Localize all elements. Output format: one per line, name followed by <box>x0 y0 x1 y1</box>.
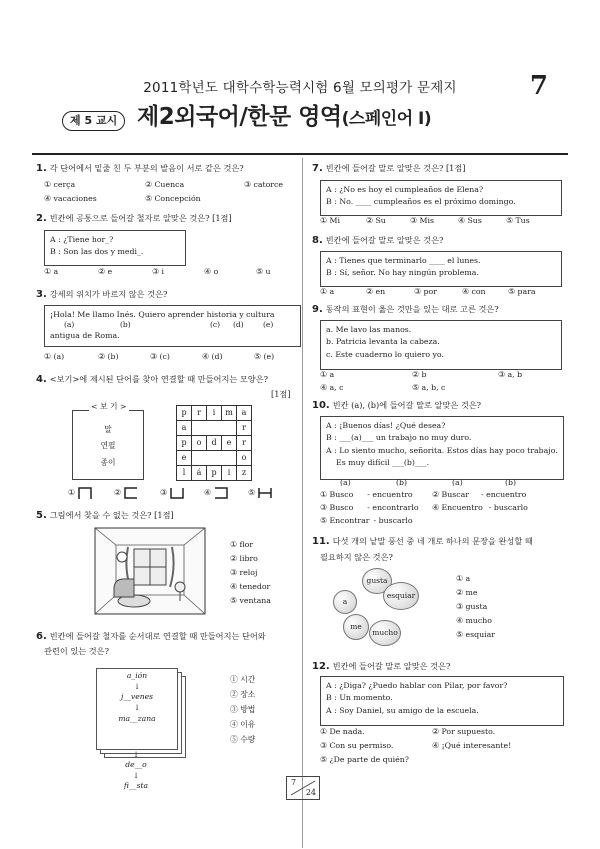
question-text: 다섯 개의 낱말 풍선 중 네 개로 하나의 문장을 완성할 때 <box>332 536 533 546</box>
grid-cell: m <box>222 406 237 421</box>
exam-title: 2011학년도 대학수학능력시험 6월 모의평가 문제지 <box>143 80 457 96</box>
question-text: 빈칸에 들어갈 말로 알맞은 것은? <box>332 661 451 671</box>
option-5[interactable]: ⑤ Tus <box>506 216 530 225</box>
question-number: 10. <box>312 400 330 411</box>
sentence-line-2: antigua de Roma. <box>50 331 120 341</box>
grid-cell: o <box>237 451 252 466</box>
option-1[interactable]: ① Busco - encuentro <box>320 490 413 499</box>
question-text: 빈칸에 들어갈 철자를 순서대로 연결할 때 만들어지는 단어와 <box>49 631 266 641</box>
question-number: 1. <box>36 163 47 174</box>
dialogue-line-1: A : ¡Buenos días! ¿Qué desea? <box>326 421 446 430</box>
option-1[interactable]: ① a <box>456 574 471 583</box>
option-4[interactable]: ④ ¡Qué interesante! <box>432 741 512 750</box>
card-word-2: j__venes <box>120 692 153 702</box>
shape-u-icon <box>169 486 185 500</box>
option-2[interactable]: ② Buscar - encuentro <box>432 490 527 499</box>
word-card: a_ión ↓ j__venes ↓ ma__zana <box>96 668 178 750</box>
option-4[interactable]: ④ vacaciones <box>44 194 97 203</box>
dialogue-line-b: B : Sí, señor. No hay ningún problema. <box>326 268 479 278</box>
dialogue-box <box>320 251 562 287</box>
mark-b: (b) <box>120 320 131 330</box>
option-2[interactable]: ② <box>114 486 139 500</box>
option-1[interactable]: ① flor <box>230 540 254 549</box>
dialogue-line-1: A : ¿Diga? ¿Puedo hablar con Pilar, por favor? <box>326 681 508 690</box>
bubble-me: me <box>343 614 369 640</box>
grid-cell: á <box>192 466 207 481</box>
option-2[interactable]: ② Cuenca <box>145 180 185 189</box>
option-4[interactable]: ④ Encuentro - buscarlo <box>432 503 528 512</box>
question-12 <box>312 661 450 674</box>
dialogue-line-b: B : Son las dos y medi_. <box>50 247 144 257</box>
question-number: 3. <box>36 289 47 300</box>
grid-cell: r <box>192 406 207 421</box>
option-1[interactable]: ① (a) <box>44 352 65 361</box>
mark-c: (c) <box>210 320 221 330</box>
question-text: 그림에서 찾을 수 없는 것은? [1점] <box>49 510 174 520</box>
question-number: 11. <box>312 536 330 547</box>
option-2[interactable]: ② e <box>98 267 113 276</box>
card-word-3: ma__zana <box>118 713 156 723</box>
grid-cell: d <box>207 436 222 451</box>
sentence-box <box>44 305 301 347</box>
bubble-esquiar: esquiar <box>383 582 419 610</box>
option-1[interactable]: ① 시간 <box>230 675 256 684</box>
dialogue-line-2: B : Un momento. <box>326 693 393 703</box>
option-2[interactable]: ② Su <box>366 216 386 225</box>
option-3[interactable]: ③ Con su permiso. <box>320 741 394 750</box>
page-number: 7 <box>529 71 548 101</box>
option-4[interactable]: ④ 이유 <box>230 720 256 729</box>
option-3[interactable]: ③ reloj <box>230 568 258 577</box>
grid-cell: r <box>237 421 252 436</box>
dialogue-line-a: A : Tienes que terminarlo ____ el lunes. <box>326 256 481 265</box>
question-10 <box>312 400 481 413</box>
question-4 <box>36 374 268 387</box>
grid-cell: p <box>177 436 192 451</box>
option-2[interactable]: ② b <box>412 370 427 379</box>
question-text: 빈칸 (a), (b)에 들어갈 말로 알맞은 것은? <box>332 400 482 410</box>
question-text: 빈칸에 들어갈 말로 알맞은 것은? [1점] <box>325 163 466 173</box>
question-3 <box>36 289 167 302</box>
header-a-2: (a) <box>452 478 463 487</box>
question-9 <box>312 304 499 317</box>
room-illustration <box>94 527 206 615</box>
question-6 <box>36 631 266 644</box>
option-1[interactable]: ① Mi <box>320 216 340 225</box>
mark-d: (d) <box>233 320 244 330</box>
option-2[interactable]: ② 장소 <box>230 690 256 699</box>
grid-cell: p <box>177 406 192 421</box>
bubble-mucho: mucho <box>369 620 401 646</box>
option-4[interactable]: ④ con <box>462 287 486 296</box>
question-text: 동작의 표현이 옳은 것만을 있는 대로 고른 것은? <box>325 304 499 314</box>
header-a: (a) <box>340 478 351 487</box>
option-1[interactable]: ① a <box>320 287 335 296</box>
option-2[interactable]: ② en <box>366 287 386 296</box>
dialogue-box <box>44 230 186 266</box>
sentence-b: b. Patricia levanta la cabeza. <box>326 337 440 347</box>
option-4[interactable]: ④ Sus <box>458 216 482 225</box>
option-3[interactable]: ③ catorce <box>244 180 284 189</box>
dialogue-box <box>320 416 564 480</box>
option-4[interactable]: ④ (d) <box>202 352 223 361</box>
option-5[interactable]: ⑤ <box>248 486 273 500</box>
option-4[interactable]: ④ tenedor <box>230 582 271 591</box>
grid-cell: p <box>207 466 222 481</box>
letter-grid <box>176 405 252 481</box>
option-5[interactable]: ⑤ a, b, c <box>412 383 446 392</box>
option-4[interactable]: ④ mucho <box>456 616 492 625</box>
question-2 <box>36 213 232 226</box>
bogi-box <box>72 402 144 480</box>
shape-c-icon <box>123 486 139 500</box>
page-current: 7 <box>291 778 297 787</box>
question-11 <box>312 536 533 549</box>
grid-cell: a <box>177 421 192 436</box>
option-2[interactable]: ② libro <box>230 554 258 563</box>
question-number: 6. <box>36 631 47 642</box>
card-word-5: fi__sta <box>123 781 149 791</box>
option-4[interactable]: ④ <box>204 486 229 500</box>
option-2[interactable]: ② Por supuesto. <box>432 727 496 736</box>
bubble-a: a <box>333 590 357 614</box>
option-5[interactable]: ⑤ esquiar <box>456 630 495 639</box>
option-3[interactable]: ③ gusta <box>456 602 488 611</box>
option-4[interactable]: ④ o <box>204 267 219 276</box>
card-lower-words: de__o ↓ fi__sta <box>96 760 176 792</box>
grid-cell: i <box>207 406 222 421</box>
dialogue-box <box>320 180 562 216</box>
option-4[interactable]: ④ a, c <box>320 383 344 392</box>
option-3[interactable]: ③ a, b <box>498 370 523 379</box>
question-7 <box>312 163 466 176</box>
question-number: 12. <box>312 661 330 672</box>
option-5[interactable]: ⑤ ¿De parte de quién? <box>320 755 409 764</box>
header-b: (b) <box>396 478 408 487</box>
bogi-label: < 보 기 > <box>91 402 127 411</box>
grid-cell: z <box>237 466 252 481</box>
option-2[interactable]: ② me <box>456 588 478 597</box>
question-5 <box>36 510 174 523</box>
word-2: 연필 <box>100 441 116 451</box>
sentence-a: a. Me lavo las manos. <box>326 325 412 334</box>
grid-cell: o <box>192 436 207 451</box>
question-text: 빈칸에 공통으로 들어갈 철자로 알맞은 것은? [1점] <box>49 213 232 223</box>
dialogue-line-2: B : ___(a)___ un trabajo no muy duro. <box>326 433 472 443</box>
option-3[interactable]: ③ por <box>414 287 437 296</box>
option-5[interactable]: ⑤ para <box>508 287 536 296</box>
option-5[interactable]: ⑤ Concepción <box>145 194 201 203</box>
subject-title <box>137 103 431 132</box>
option-5[interactable]: ⑤ Encontrar - buscarlo <box>320 516 413 525</box>
grid-cell: r <box>237 436 252 451</box>
option-1[interactable]: ① a <box>320 370 335 379</box>
dialogue-line-3: A : Soy Daniel, su amigo de la escuela. <box>326 705 479 715</box>
header-rule <box>32 153 568 155</box>
question-8 <box>312 235 443 248</box>
option-5[interactable]: ⑤ (e) <box>254 352 275 361</box>
shape-n-icon <box>77 486 93 500</box>
option-5[interactable]: ⑤ 수량 <box>230 735 256 744</box>
option-1[interactable]: ① De nada. <box>320 727 365 736</box>
option-3[interactable]: ③ <box>160 486 185 500</box>
shape-h-icon <box>257 486 273 500</box>
question-number: 4. <box>36 374 47 385</box>
question-text: 각 단어에서 밑줄 친 두 부분의 발음이 서로 같은 것은? <box>49 163 244 173</box>
word-1: 말 <box>104 425 112 434</box>
dialogue-line-b: B : No. ____ cumpleaños es el próximo domingo. <box>326 197 516 207</box>
grid-cell: a <box>237 406 252 421</box>
subject-language: (스페인어 I) <box>341 109 432 129</box>
page-total: 24 <box>305 788 316 797</box>
option-3[interactable]: ③ i <box>152 267 164 276</box>
dialogue-line-3: A : Lo siento mucho, señorita. Estos días hay poco trabajo. <box>326 445 558 455</box>
option-2[interactable]: ② (b) <box>98 352 119 361</box>
grid-cell: e <box>177 451 192 466</box>
card-word-1: a_ión <box>126 671 148 680</box>
period-badge: 제 5 교시 <box>62 111 125 131</box>
option-3[interactable]: ③ Busco - encontrarlo <box>320 503 419 512</box>
dialogue-line-a: A : ¿No es hoy el cumpleaños de Elena? <box>326 185 484 194</box>
option-3[interactable]: ③ (c) <box>150 352 170 361</box>
question-number: 2. <box>36 213 47 224</box>
question-text: 빈칸에 들어갈 말로 알맞은 것은? <box>325 235 444 245</box>
mark-a: (a) <box>64 320 75 330</box>
question-text: 강세의 위치가 바르지 않은 것은? <box>49 289 168 299</box>
dialogue-line-4: Es muy difícil ___(b)___. <box>336 458 430 468</box>
question-number: 8. <box>312 235 323 246</box>
dialogue-line-a: A : ¿Tiene hor_? <box>50 235 114 244</box>
card-word-4: de__o <box>125 760 147 769</box>
mark-e: (e) <box>263 320 274 330</box>
option-5[interactable]: ⑤ u <box>256 267 271 276</box>
sentence-line-1: ¡Hola! Me llamo Inés. Quiero aprender historia y cultura <box>50 310 275 319</box>
dialogue-box <box>320 676 564 726</box>
column-divider <box>302 158 303 848</box>
question-text-2: 필요하지 않은 것은? <box>320 552 393 562</box>
option-3[interactable]: ③ Mis <box>410 216 434 225</box>
question-number: 9. <box>312 304 323 315</box>
option-5[interactable]: ⑤ ventana <box>230 596 271 605</box>
sentence-box <box>320 320 562 370</box>
header-b-2: (b) <box>505 478 517 487</box>
shape-reverse-c-icon <box>213 486 229 500</box>
sentence-c: c. Este cuaderno lo quiero yo. <box>326 349 444 359</box>
question-number: 5. <box>36 510 47 521</box>
grid-cell: i <box>222 466 237 481</box>
word-3: 종이 <box>100 457 116 467</box>
option-1[interactable]: ① a <box>44 267 59 276</box>
question-1 <box>36 163 244 176</box>
page-fraction <box>286 776 320 800</box>
points: [1점] <box>271 389 291 399</box>
option-1[interactable]: ① cerça <box>44 180 76 189</box>
subject-name: 제2외국어/한문 영역 <box>137 104 342 130</box>
word-card-lower: ↓ <box>132 750 140 759</box>
grid-cell: e <box>222 436 237 451</box>
question-number: 7. <box>312 163 323 174</box>
grid-cell: l <box>177 466 192 481</box>
option-3[interactable]: ③ 방법 <box>230 705 256 714</box>
option-1[interactable]: ① <box>68 486 93 500</box>
bubble-gusta: gusta <box>362 568 392 594</box>
question-text-2: 관련이 있는 것은? <box>44 646 109 656</box>
question-text: <보기>에 제시된 단어를 찾아 연결할 때 만들어지는 모양은? <box>49 374 269 384</box>
